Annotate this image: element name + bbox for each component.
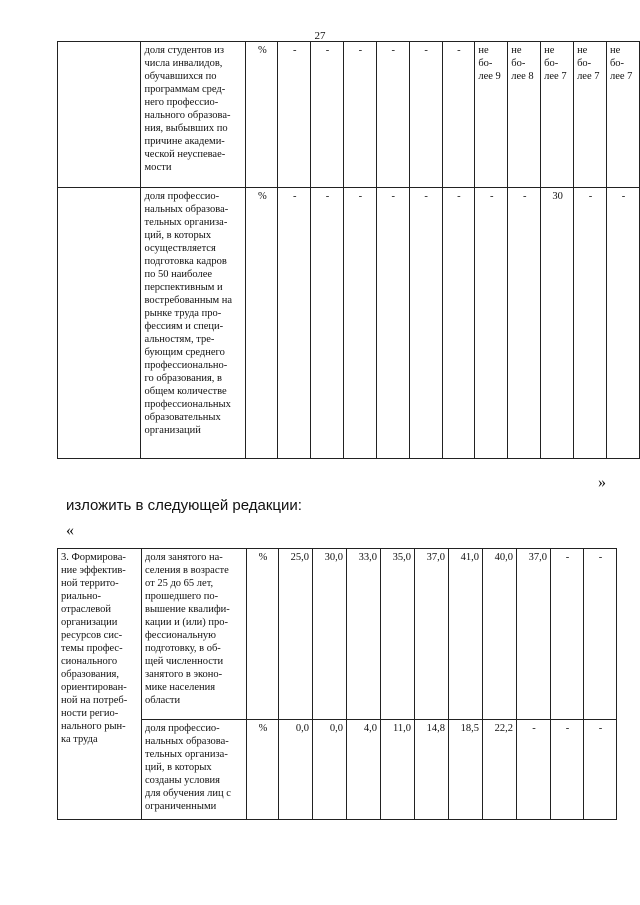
indicator-cell: доля занятого на- селения в возрасте от 25 до 65 лет, прошедшего по- вышение квалифи- кации и (или) про- фессиональную подготовку, в об- щей численности занятого в эконо- мике населения области: [142, 549, 247, 720]
value-cell: -: [442, 188, 475, 459]
value-cell: 33,0: [347, 549, 381, 720]
value-cell: 25,0: [279, 549, 313, 720]
indicator-cell: доля профессио- нальных образова- тельных организа- ций, в которых созданы условия для обучения лиц с ограниченными: [142, 720, 247, 820]
goal-cell: [58, 42, 141, 188]
page-number: 27: [314, 30, 326, 42]
value-cell: 14,8: [415, 720, 449, 820]
value-cell: 11,0: [381, 720, 415, 820]
value-cell: 22,2: [483, 720, 517, 820]
closing-quote: »: [598, 474, 606, 491]
unit-cell: %: [246, 188, 278, 459]
value-cell: не бо- лее 8: [508, 42, 541, 188]
value-cell: -: [376, 188, 409, 459]
value-cell: -: [551, 720, 584, 820]
table-row: [58, 549, 617, 720]
value-cell: 30: [541, 188, 574, 459]
value-cell: -: [574, 188, 607, 459]
indicator-cell: доля профессио- нальных образова- тельных организа- ций, в которых осуществляется подготовка кадров по 50 наиболее перспективным и востребованным на рынке труда про- фессиям и специ- альностям, тре- бующим среднего профессионально- го образования, в общем количестве профессиональных образовательных организаций: [141, 188, 246, 459]
value-cell: -: [343, 188, 376, 459]
value-cell: -: [606, 188, 639, 459]
indicator-cell: доля студентов из числа инвалидов, обучавшихся по программам сред- него профессио- нального образова- ния, выбывших по причине академи- ческой неуспевае- мости: [141, 42, 246, 188]
value-cell: -: [311, 188, 344, 459]
value-cell: 40,0: [483, 549, 517, 720]
value-cell: -: [475, 188, 508, 459]
value-cell: -: [442, 42, 475, 188]
value-cell: 18,5: [449, 720, 483, 820]
opening-quote: «: [66, 522, 74, 539]
value-cell: -: [343, 42, 376, 188]
value-cell: не бо- лее 7: [574, 42, 607, 188]
value-cell: 41,0: [449, 549, 483, 720]
unit-cell: %: [246, 42, 278, 188]
value-cell: -: [311, 42, 344, 188]
unit-cell: %: [247, 549, 279, 720]
goal-cell: [58, 188, 141, 459]
value-cell: -: [551, 549, 584, 720]
table-row: [58, 720, 617, 820]
value-cell: 37,0: [517, 549, 551, 720]
value-cell: -: [409, 42, 442, 188]
indicators-table-old: [57, 41, 640, 459]
indicators-table-new: [57, 548, 617, 820]
value-cell: 37,0: [415, 549, 449, 720]
value-cell: -: [409, 188, 442, 459]
value-cell: -: [508, 188, 541, 459]
value-cell: -: [584, 720, 617, 820]
value-cell: -: [376, 42, 409, 188]
value-cell: 4,0: [347, 720, 381, 820]
table-row: [58, 42, 640, 188]
value-cell: не бо- лее 7: [606, 42, 639, 188]
value-cell: -: [517, 720, 551, 820]
value-cell: 0,0: [313, 720, 347, 820]
unit-cell: %: [247, 720, 279, 820]
value-cell: 35,0: [381, 549, 415, 720]
value-cell: не бо- лее 9: [475, 42, 508, 188]
table-row: [58, 188, 640, 459]
value-cell: -: [278, 42, 311, 188]
value-cell: 0,0: [279, 720, 313, 820]
value-cell: не бо- лее 7: [541, 42, 574, 188]
amendment-phrase: изложить в следующей редакции:: [66, 497, 302, 514]
goal-cell: 3. Формирова- ние эффектив- ной террито- риально- отраслевой организации ресурсов сис- темы профес- сионального образования, ориентирован- ной на потреб- ности регио- нального рын- ка труда: [58, 549, 142, 820]
value-cell: -: [584, 549, 617, 720]
value-cell: 30,0: [313, 549, 347, 720]
value-cell: -: [278, 188, 311, 459]
